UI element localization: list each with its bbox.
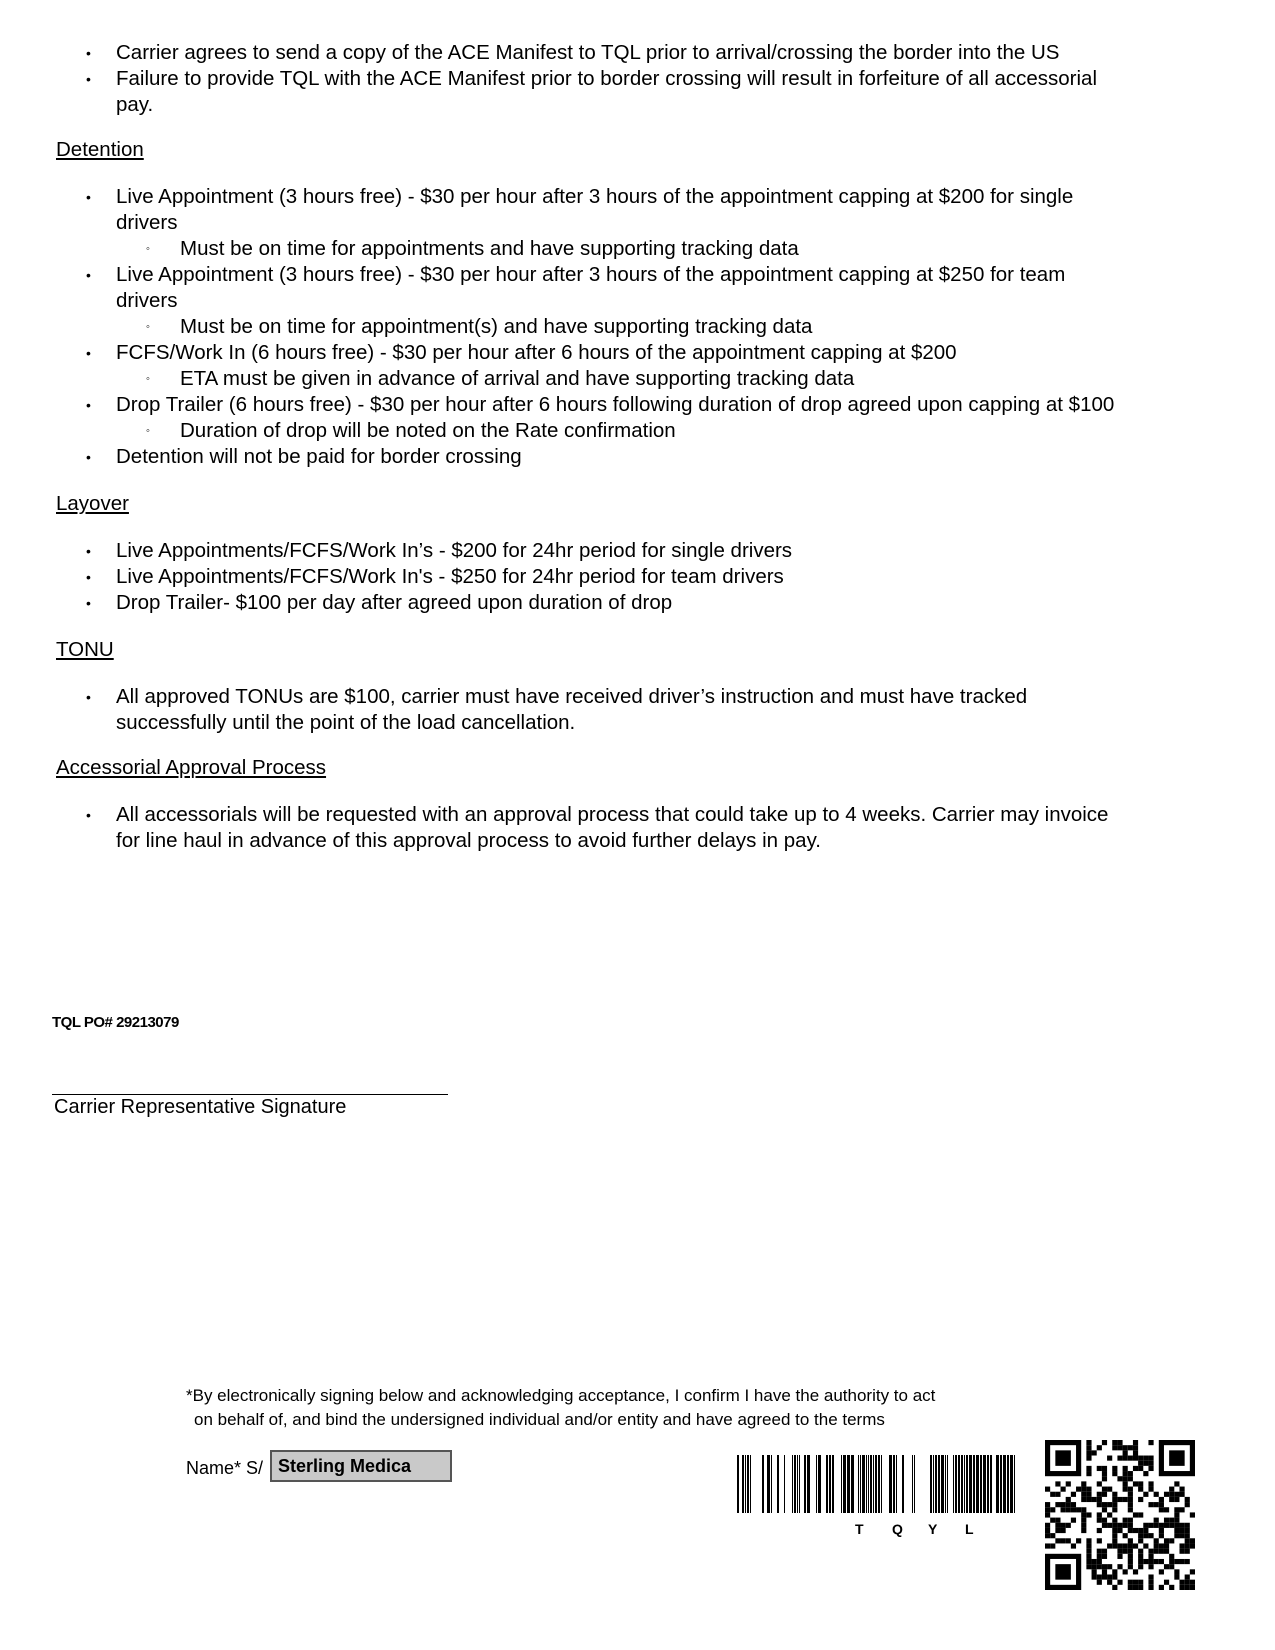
- esign-disclaimer-line1: *By electronically signing below and acknowledging acceptance, I confirm I have the authority to act: [186, 1386, 936, 1405]
- bullet-icon: •: [86, 45, 91, 61]
- sub-bullet-icon: ◦: [146, 321, 150, 333]
- section-heading-layover: Layover: [56, 492, 129, 515]
- sub-bullet-icon: ◦: [146, 243, 150, 255]
- bullet-icon: •: [86, 397, 91, 413]
- bullet-icon: •: [86, 595, 91, 611]
- list-item: All approved TONUs are $100, carrier must have received driver’s instruction and must have tracked: [116, 685, 1028, 708]
- sub-bullet-icon: ◦: [146, 373, 150, 385]
- list-item: FCFS/Work In (6 hours free) - $30 per hour after 6 hours of the appointment capping at $200: [116, 341, 957, 364]
- esign-disclaimer-line2: on behalf of, and bind the undersigned individual and/or entity and have agreed to the terms: [194, 1410, 885, 1429]
- bullet-icon: •: [86, 449, 91, 465]
- list-item: Live Appointment (3 hours free) - $30 per hour after 3 hours of the appointment capping at $250 for team: [116, 263, 1066, 286]
- bullet-icon: •: [86, 543, 91, 559]
- bullet-icon: •: [86, 569, 91, 585]
- list-item: Carrier agrees to send a copy of the ACE Manifest to TQL prior to arrival/crossing the border into the US: [116, 41, 1060, 64]
- list-item-continuation: drivers: [116, 211, 178, 234]
- list-item: Live Appointment (3 hours free) - $30 per hour after 3 hours of the appointment capping at $200 for single: [116, 185, 1074, 208]
- section-heading-accessorial: Accessorial Approval Process: [56, 756, 327, 779]
- po-number: TQL PO# 29213079: [52, 1014, 179, 1031]
- barcode-letter: Q: [892, 1521, 903, 1537]
- bullet-icon: •: [86, 689, 91, 705]
- sub-list-item: Must be on time for appointments and have supporting tracking data: [180, 237, 799, 260]
- bullet-icon: •: [86, 267, 91, 283]
- barcode-letter: Y: [928, 1521, 938, 1537]
- signature-label: Carrier Representative Signature: [54, 1096, 347, 1118]
- bullet-icon: •: [86, 189, 91, 205]
- list-item-continuation: successfully until the point of the load cancellation.: [116, 711, 576, 734]
- list-item: Failure to provide TQL with the ACE Manifest prior to border crossing will result in forfeiture of all accessorial: [116, 67, 1097, 90]
- bullet-icon: •: [86, 345, 91, 361]
- barcode-letter: T: [855, 1521, 864, 1537]
- name-signature-field[interactable]: Sterling Medica: [270, 1450, 452, 1482]
- bullet-icon: •: [86, 71, 91, 87]
- sub-list-item: ETA must be given in advance of arrival and have supporting tracking data: [180, 367, 855, 390]
- barcode-letter: L: [965, 1521, 974, 1537]
- list-item: Detention will not be paid for border crossing: [116, 445, 522, 468]
- qr-code-icon: [1045, 1440, 1195, 1590]
- name-label: Name* S/: [186, 1458, 264, 1478]
- list-item: Live Appointments/FCFS/Work In’s - $200 for 24hr period for single drivers: [116, 539, 793, 562]
- bullet-icon: •: [86, 807, 91, 823]
- list-item: Drop Trailer- $100 per day after agreed upon duration of drop: [116, 591, 673, 614]
- list-item: Drop Trailer (6 hours free) - $30 per hour after 6 hours following duration of drop agreed upon capping at $100: [116, 393, 1115, 416]
- sub-bullet-icon: ◦: [146, 425, 150, 437]
- list-item: Live Appointments/FCFS/Work In's - $250 for 24hr period for team drivers: [116, 565, 784, 588]
- list-item-continuation: for line haul in advance of this approval process to avoid further delays in pay.: [116, 829, 821, 852]
- sub-list-item: Duration of drop will be noted on the Rate confirmation: [180, 419, 676, 442]
- barcode-icon: [735, 1455, 1020, 1517]
- signature-line[interactable]: [52, 1094, 448, 1095]
- section-heading-detention: Detention: [56, 138, 144, 161]
- section-heading-tonu: TONU: [56, 638, 114, 661]
- list-item-continuation: pay.: [116, 93, 154, 116]
- sub-list-item: Must be on time for appointment(s) and have supporting tracking data: [180, 315, 813, 338]
- list-item: All accessorials will be requested with an approval process that could take up to 4 weeks. Carrier may invoice: [116, 803, 1109, 826]
- list-item-continuation: drivers: [116, 289, 178, 312]
